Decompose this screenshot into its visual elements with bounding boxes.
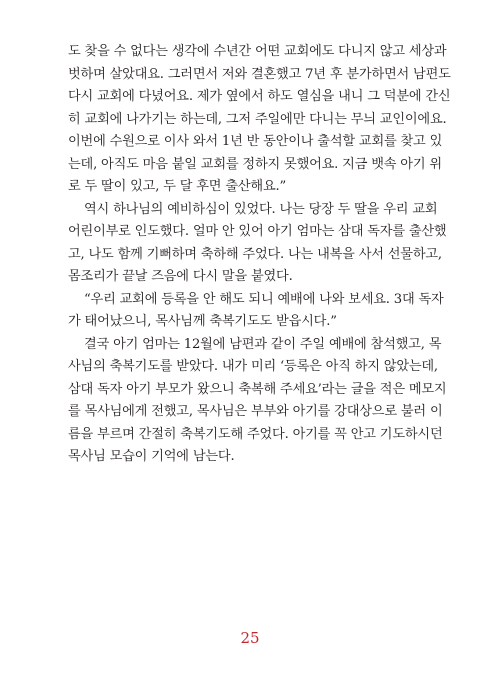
- text-line: 를 목사님에게 전했고, 목사님은 부부와 아기를 강대상으로 불러 이: [68, 404, 443, 419]
- text-line: 로 두 딸이 있고, 두 달 후면 출산해요.”: [68, 179, 287, 194]
- text-line: 이번에 수원으로 이사 와서 1년 반 동안이나 출석할 교회를 찾고 있: [68, 134, 443, 149]
- text-line: 고, 나도 함께 기뻐하며 축하해 주었다. 나는 내복을 사서 선물하고,: [68, 246, 442, 262]
- text-line: 는데, 아직도 마음 붙일 교회를 정하지 못했어요. 지금 뱃속 아기 위: [68, 156, 442, 172]
- text-line: 름을 부르며 간절히 축복기도해 주었다. 아기를 꼭 안고 기도하시던: [68, 426, 443, 442]
- text-line: 어린이부로 인도했다. 얼마 안 있어 아기 엄마는 삼대 독자를 출산했: [68, 224, 447, 239]
- text-line: 목사님 모습이 기억에 남는다.: [68, 449, 235, 464]
- page-number: 25: [240, 629, 260, 647]
- text-line: 히 교회에 나가기는 하는데, 그저 주일에만 다니는 무늬 교인이에요.: [68, 111, 447, 127]
- paragraph-2: [68, 199, 456, 289]
- text-line: 역시 하나님의 예비하심이 있었다. 나는 당장 두 딸을 우리 교회: [84, 201, 438, 217]
- text-line: 벗하며 살았대요. 그러면서 저와 결혼했고 7년 후 분가하면서 남편도: [68, 66, 451, 82]
- text-line: 결국 아기 엄마는 12월에 남편과 같이 주일 예배에 참석했고, 목: [84, 336, 442, 352]
- text-line: 가 태어났으니, 목사님께 축복기도도 받읍시다.”: [68, 314, 337, 329]
- paragraph-3: [68, 289, 456, 334]
- text-line: 다시 교회에 다녔어요. 제가 옆에서 하도 열심을 내니 그 덕분에 간신: [68, 89, 451, 104]
- text-line: 사님의 축복기도를 받았다. 내가 미리 ‘등록은 아직 하지 않았는데,: [68, 359, 438, 374]
- paragraph-4: [68, 334, 456, 469]
- text-line: “우리 교회에 등록을 안 해도 되니 예배에 나와 보세요. 3대 독자: [84, 291, 444, 307]
- paragraph-1: [68, 41, 456, 199]
- page-body: [68, 41, 456, 469]
- text-line: 삼대 독자 아기 부모가 왔으니 축복해 주세요’라는 글을 적은 메모지: [68, 381, 447, 397]
- text-line: 몸조리가 끝날 즈음에 다시 말을 붙였다.: [68, 269, 293, 284]
- text-line: 도 찾을 수 없다는 생각에 수년간 어떤 교회에도 다니지 않고 세상과: [68, 44, 447, 59]
